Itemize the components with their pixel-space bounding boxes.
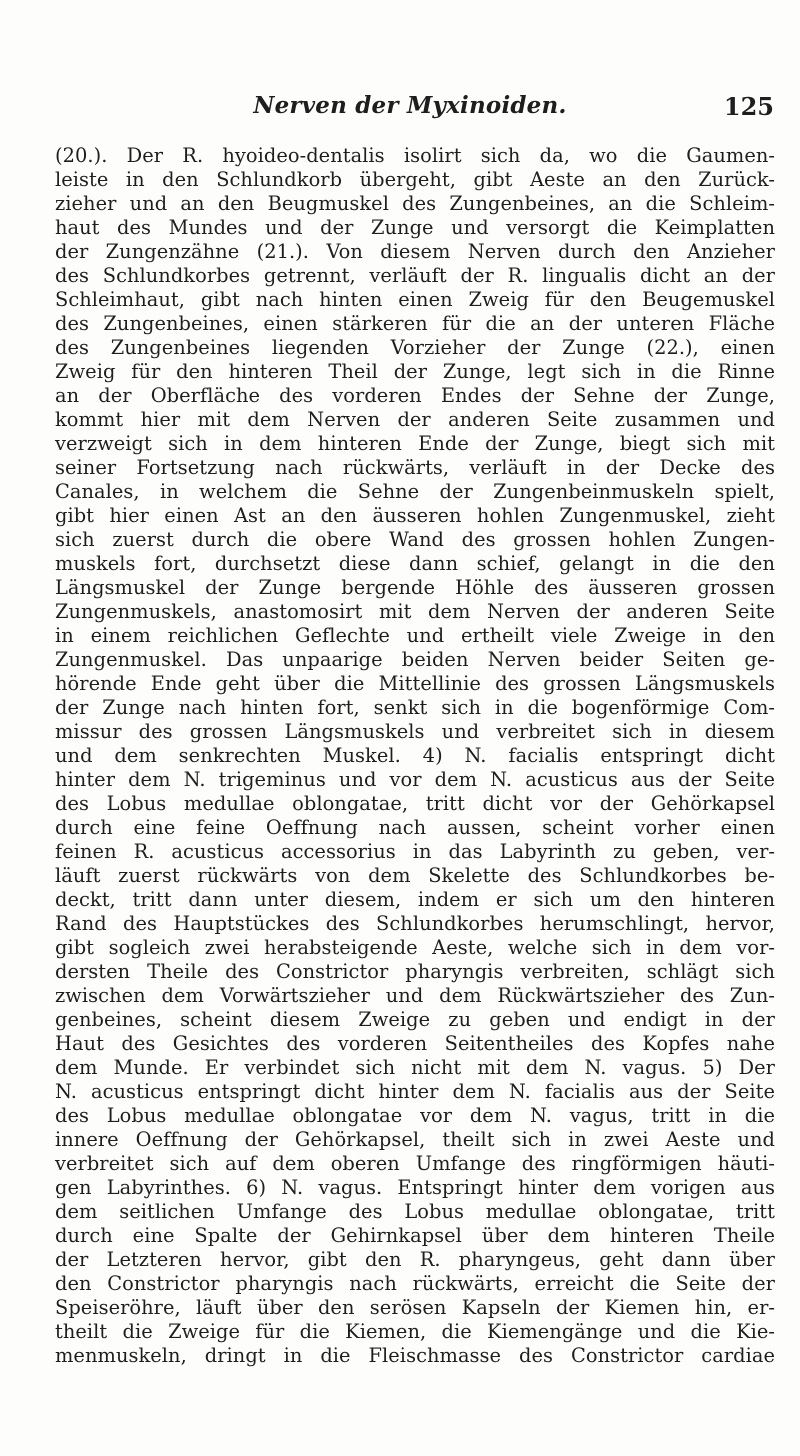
text-line: hinter dem N. trigeminus und vor dem N. acusticus aus der Seite: [55, 768, 775, 791]
text-line: der Letzteren hervor, gibt den R. pharyngeus, geht dann über: [55, 1248, 775, 1271]
text-line: Zweig für den hinteren Theil der Zunge, legt sich in die Rinne: [55, 360, 775, 383]
text-line: den Constrictor pharyngis nach rückwärts, erreicht die Seite der: [55, 1272, 775, 1295]
page-number: 125: [723, 92, 774, 121]
text-line: zwischen dem Vorwärtszieher und dem Rückwärtszieher des Zun-: [55, 984, 775, 1007]
text-line: in einem reichlichen Geflechte und ertheilt viele Zweige in den: [55, 624, 775, 647]
running-head: [40, 92, 780, 132]
text-line: Canales, in welchem die Sehne der Zungenbeinmuskeln spielt,: [55, 480, 775, 503]
text-line: gibt sogleich zwei herabsteigende Aeste, welche sich in dem vor-: [55, 936, 775, 959]
text-line: theilt die Zweige für die Kiemen, die Kiemengänge und die Kie-: [55, 1320, 775, 1343]
text-line: des Schlundkorbes getrennt, verläuft der R. lingualis dicht an der: [55, 264, 775, 287]
text-line: missur des grossen Längsmuskels und verbreitet sich in diesem: [55, 720, 775, 743]
text-line: gen Labyrinthes. 6) N. vagus. Entspringt hinter dem vorigen aus: [55, 1176, 775, 1199]
text-line: N. acusticus entspringt dicht hinter dem N. facialis aus der Seite: [55, 1080, 775, 1103]
text-line: an der Oberfläche des vorderen Endes der Sehne der Zunge,: [55, 384, 775, 407]
text-line: Zungenmuskels, anastomosirt mit dem Nerven der anderen Seite: [55, 600, 775, 623]
text-line: Zungenmuskel. Das unpaarige beiden Nerven beider Seiten ge-: [55, 648, 775, 671]
text-line: dersten Theile des Constrictor pharyngis verbreiten, schlägt sich: [55, 960, 775, 983]
text-line: des Zungenbeines liegenden Vorzieher der Zunge (22.), einen: [55, 336, 775, 359]
text-line: dem Munde. Er verbindet sich nicht mit dem N. vagus. 5) Der: [55, 1056, 775, 1079]
text-line: Speiseröhre, läuft über den serösen Kapseln der Kiemen hin, er-: [55, 1296, 775, 1319]
text-line: seiner Fortsetzung nach rückwärts, verläuft in der Decke des: [55, 456, 775, 479]
text-line: haut des Mundes und der Zunge und versorgt die Keimplatten: [55, 216, 775, 239]
text-line: dem seitlichen Umfange des Lobus medullae oblongatae, tritt: [55, 1200, 775, 1223]
text-line: muskels fort, durchsetzt diese dann schief, gelangt in die den: [55, 552, 775, 575]
text-line: zieher und an den Beugmuskel des Zungenbeines, an die Schleim-: [55, 192, 775, 215]
text-line: und dem senkrechten Muskel. 4) N. facialis entspringt dicht: [55, 744, 775, 767]
text-line: leiste in den Schlundkorb übergeht, gibt Aeste an den Zurück-: [55, 168, 775, 191]
text-line: der Zunge nach hinten fort, senkt sich in die bogenförmige Com-: [55, 696, 775, 719]
text-line: deckt, tritt dann unter diesem, indem er sich um den hinteren: [55, 888, 775, 911]
text-line: Schleimhaut, gibt nach hinten einen Zweig für den Beugemuskel: [55, 288, 775, 311]
text-line: Rand des Hauptstückes des Schlundkorbes herumschlingt, hervor,: [55, 912, 775, 935]
text-line: genbeines, scheint diesem Zweige zu geben und endigt in der: [55, 1008, 775, 1031]
text-line: hörende Ende geht über die Mittellinie des grossen Längsmuskels: [55, 672, 775, 695]
text-line: kommt hier mit dem Nerven der anderen Seite zusammen und: [55, 408, 775, 431]
text-line: (20.). Der R. hyoideo-dentalis isolirt sich da, wo die Gaumen-: [55, 144, 775, 167]
body-text: [55, 144, 775, 1368]
text-line: verbreitet sich auf dem oberen Umfange des ringförmigen häuti-: [55, 1152, 775, 1175]
text-line: des Lobus medullae oblongatae vor dem N. vagus, tritt in die: [55, 1104, 775, 1127]
running-title: Nerven der Myxinoiden.: [253, 92, 567, 119]
text-line: Haut des Gesichtes des vorderen Seitentheiles des Kopfes nahe: [55, 1032, 775, 1055]
text-line: verzweigt sich in dem hinteren Ende der Zunge, biegt sich mit: [55, 432, 775, 455]
text-line: der Zungenzähne (21.). Von diesem Nerven durch den Anzieher: [55, 240, 775, 263]
text-line: sich zuerst durch die obere Wand des grossen hohlen Zungen-: [55, 528, 775, 551]
text-line: läuft zuerst rückwärts von dem Skelette des Schlundkorbes be-: [55, 864, 775, 887]
text-line: des Zungenbeines, einen stärkeren für die an der unteren Fläche: [55, 312, 775, 335]
text-line: durch eine feine Oeffnung nach aussen, scheint vorher einen: [55, 816, 775, 839]
text-line: menmuskeln, dringt in die Fleischmasse des Constrictor cardiae: [55, 1344, 775, 1367]
text-line: durch eine Spalte der Gehirnkapsel über dem hinteren Theile: [55, 1224, 775, 1247]
text-line: des Lobus medullae oblongatae, tritt dicht vor der Gehörkapsel: [55, 792, 775, 815]
text-line: feinen R. acusticus accessorius in das Labyrinth zu geben, ver-: [55, 840, 775, 863]
text-line: gibt hier einen Ast an den äusseren hohlen Zungenmuskel, zieht: [55, 504, 775, 527]
text-line: Längsmuskel der Zunge bergende Höhle des äusseren grossen: [55, 576, 775, 599]
text-line: innere Oeffnung der Gehörkapsel, theilt sich in zwei Aeste und: [55, 1128, 775, 1151]
